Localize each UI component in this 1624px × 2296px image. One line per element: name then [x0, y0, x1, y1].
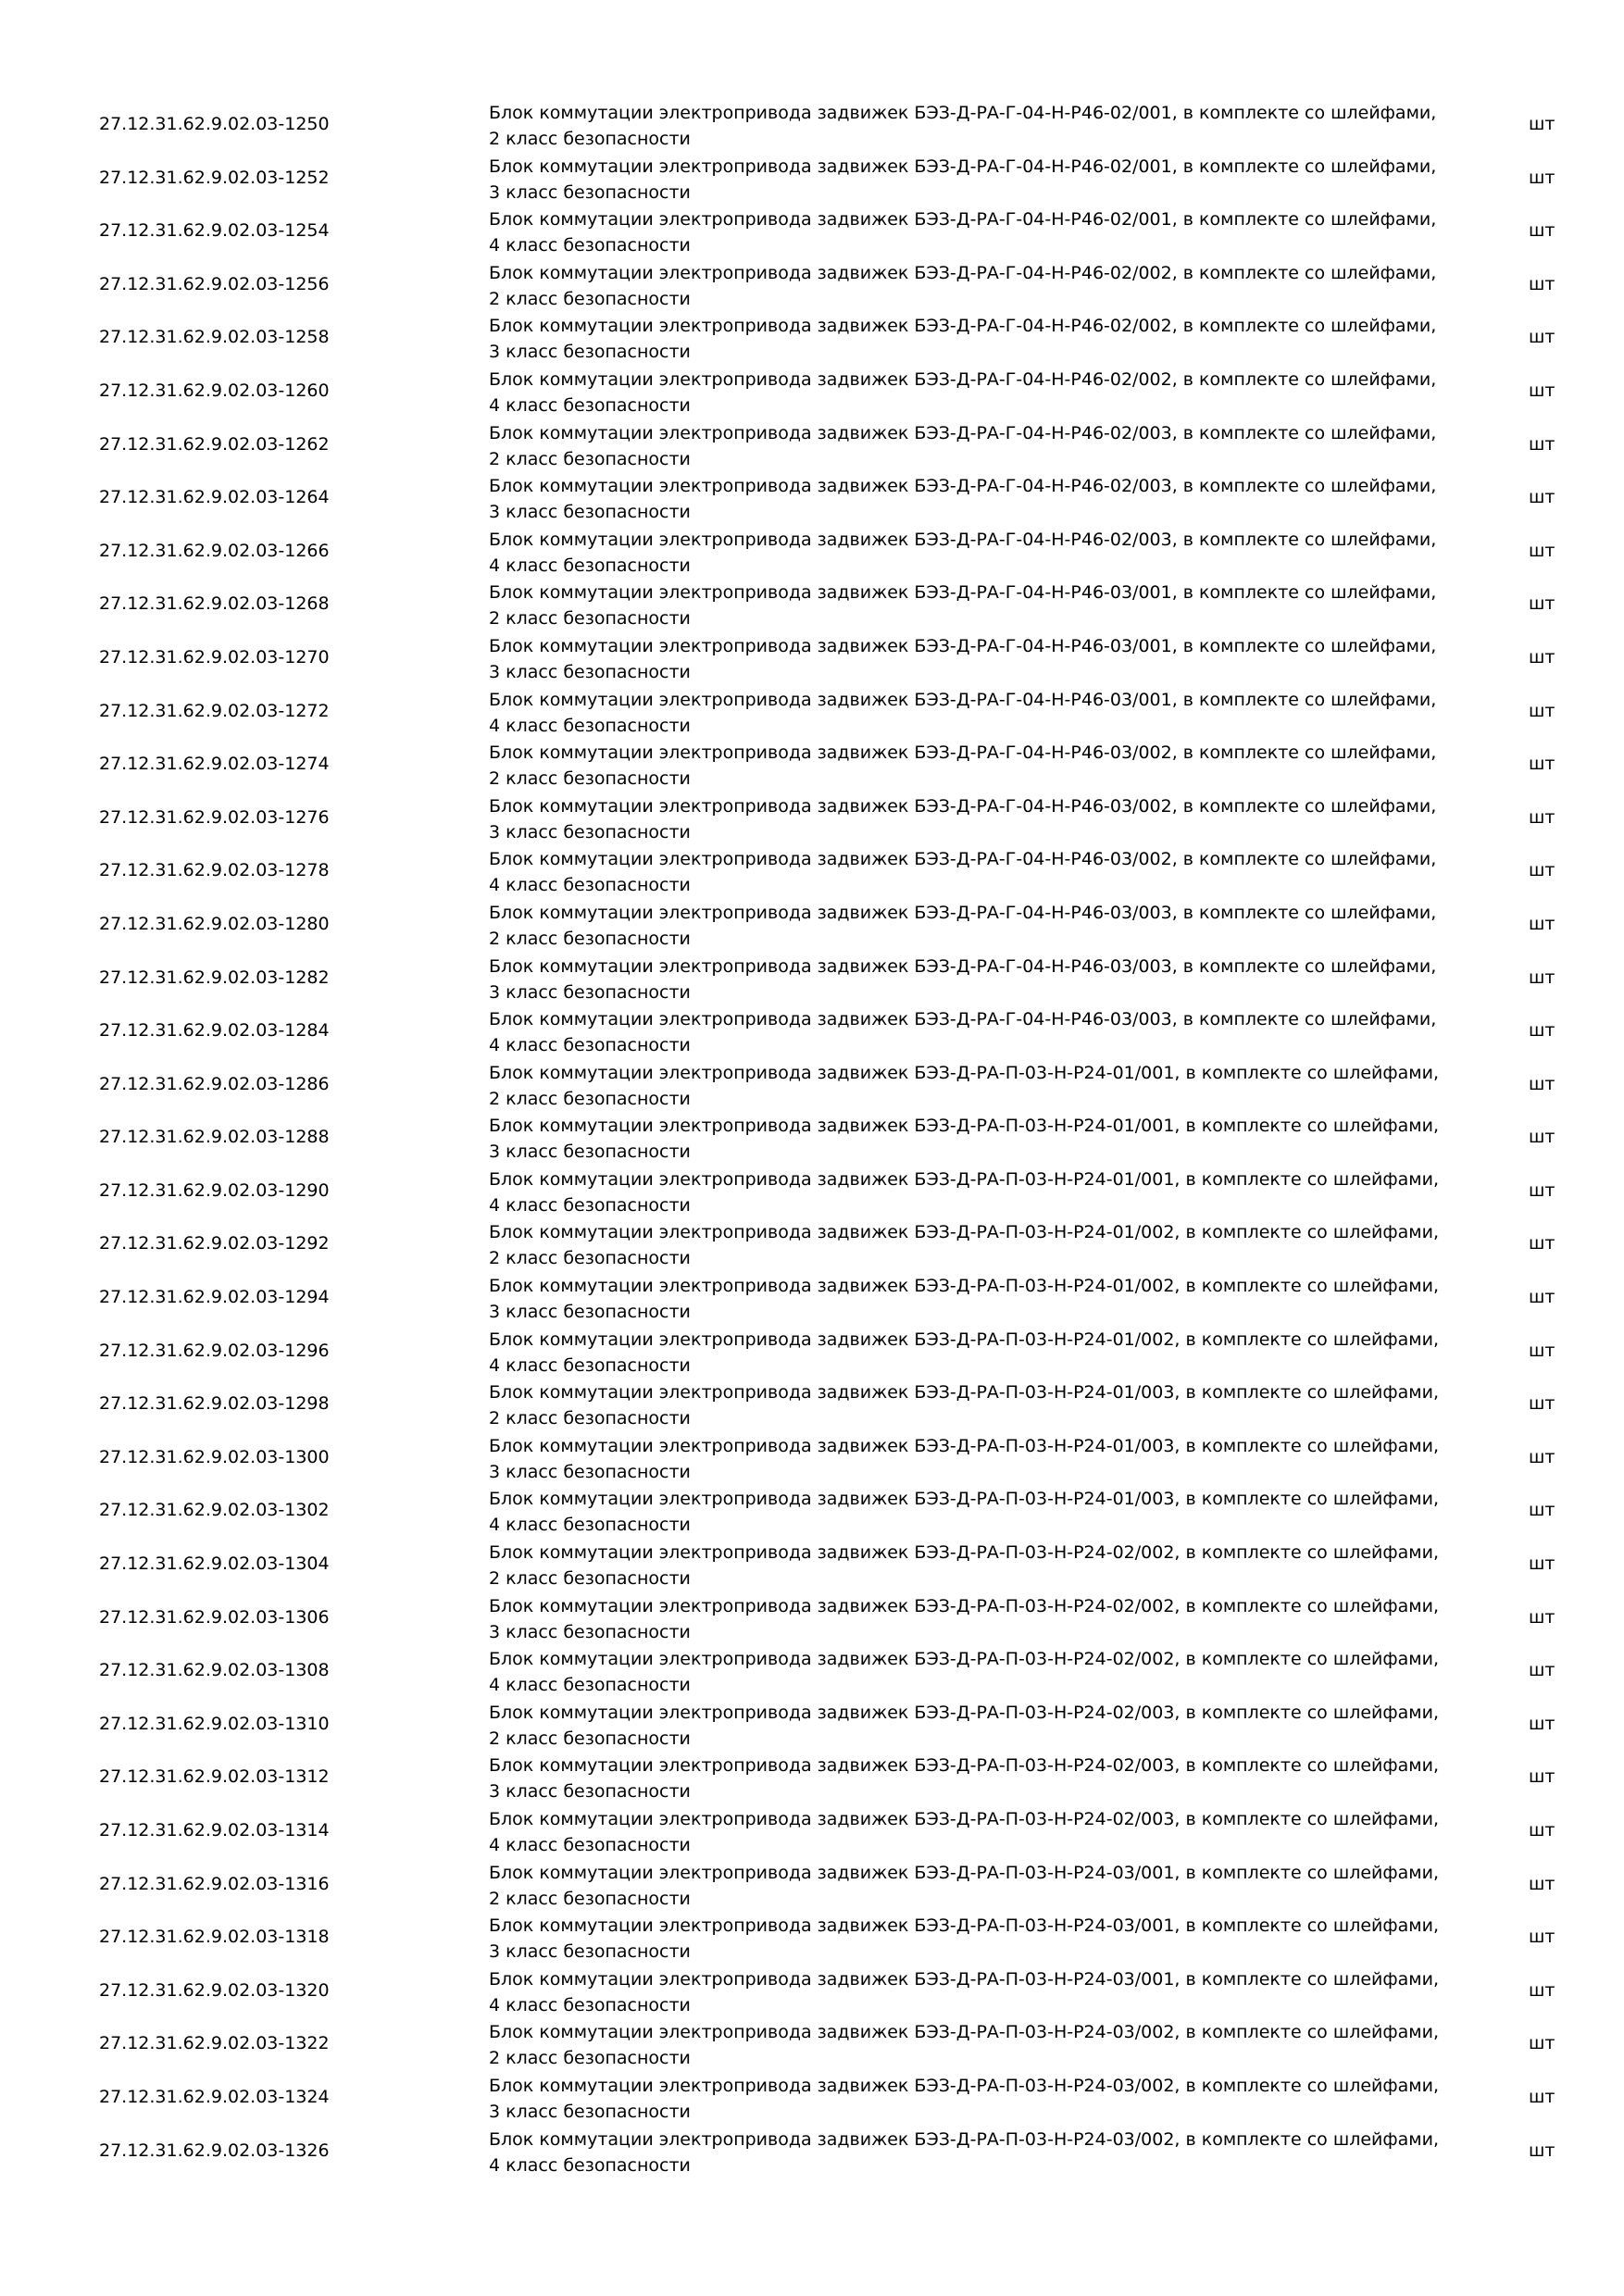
- unit-of-measure: шт: [1529, 1500, 1555, 1521]
- description-line-1: Блок коммутации электропривода задвижек БЭЗ-Д-РА-П-03-Н-Р24-02/002, в комплекте со шлейфами,: [489, 1649, 1439, 1670]
- description-line-1: Блок коммутации электропривода задвижек БЭЗ-Д-РА-П-03-Н-Р24-01/002, в комплекте со шлейфами,: [489, 1276, 1439, 1297]
- description-line-2: 2 класс безопасности: [489, 768, 691, 790]
- resource-description: [489, 1804, 1461, 1858]
- description-line-1: Блок коммутации электропривода задвижек БЭЗ-Д-РА-П-03-Н-Р24-03/002, в комплекте со шлейфами,: [489, 2075, 1439, 2096]
- unit-of-measure: шт: [1529, 487, 1555, 508]
- resource-code: 27.12.31.62.9.02.03-1322: [99, 2033, 330, 2054]
- unit-of-measure: шт: [1529, 1766, 1555, 1788]
- unit-of-measure: шт: [1529, 1979, 1555, 2001]
- table-row: [0, 1538, 1624, 1591]
- description-line-1: Блок коммутации электропривода задвижек БЭЗ-Д-РА-П-03-Н-Р24-01/001, в комплекте со шлейфами,: [489, 1168, 1439, 1190]
- resource-code: 27.12.31.62.9.02.03-1290: [99, 1179, 330, 1201]
- resource-code: 27.12.31.62.9.02.03-1266: [99, 540, 330, 561]
- resource-description: [489, 525, 1461, 579]
- description-line-1: Блок коммутации электропривода задвижек БЭЗ-Д-РА-Г-04-Н-Р46-02/001, в комплекте со шлейфами,: [489, 156, 1437, 177]
- unit-of-measure: шт: [1529, 860, 1555, 881]
- table-row: [0, 685, 1624, 739]
- description-line-2: 3 класс безопасности: [489, 821, 691, 842]
- resource-description: [489, 471, 1461, 525]
- unit-of-measure: шт: [1529, 273, 1555, 294]
- description-line-2: 3 класс безопасности: [489, 181, 691, 203]
- resource-description: [489, 1111, 1461, 1165]
- table-row: [0, 152, 1624, 206]
- resource-description: [489, 1484, 1461, 1538]
- resource-code: 27.12.31.62.9.02.03-1310: [99, 1713, 330, 1734]
- resource-code: 27.12.31.62.9.02.03-1286: [99, 1073, 330, 1094]
- resource-code: 27.12.31.62.9.02.03-1278: [99, 860, 330, 881]
- description-line-1: Блок коммутации электропривода задвижек БЭЗ-Д-РА-П-03-Н-Р24-01/001, в комплекте со шлейфами,: [489, 1062, 1439, 1083]
- table-row: [0, 1644, 1624, 1698]
- unit-of-measure: шт: [1529, 2033, 1555, 2054]
- unit-of-measure: шт: [1529, 1554, 1555, 1575]
- description-line-2: 2 класс безопасности: [489, 288, 691, 309]
- description-line-1: Блок коммутации электропривода задвижек БЭЗ-Д-РА-Г-04-Н-Р46-03/001, в комплекте со шлейфами,: [489, 689, 1437, 710]
- description-line-2: 2 класс безопасности: [489, 2048, 691, 2069]
- unit-of-measure: шт: [1529, 806, 1555, 828]
- description-line-2: 3 класс безопасности: [489, 1621, 691, 1642]
- description-line-1: Блок коммутации электропривода задвижек БЭЗ-Д-РА-Г-04-Н-Р46-03/002, в комплекте со шлейфами,: [489, 795, 1437, 817]
- description-line-1: Блок коммутации электропривода задвижек БЭЗ-Д-РА-П-03-Н-Р24-01/003, в комплекте со шлейфами,: [489, 1489, 1439, 1510]
- table-row: [0, 2125, 1624, 2178]
- table-row: [0, 1431, 1624, 1485]
- resource-description: [489, 1217, 1461, 1271]
- unit-of-measure: шт: [1529, 380, 1555, 401]
- resource-description: [489, 2125, 1461, 2178]
- table-row: [0, 792, 1624, 845]
- resource-description: [489, 2071, 1461, 2125]
- description-line-1: Блок коммутации электропривода задвижек БЭЗ-Д-РА-П-03-Н-Р24-03/001, в комплекте со шлейфами,: [489, 1968, 1439, 1990]
- description-line-1: Блок коммутации электропривода задвижек БЭЗ-Д-РА-П-03-Н-Р24-02/002, в комплекте со шлейфами,: [489, 1542, 1439, 1564]
- resource-code: 27.12.31.62.9.02.03-1260: [99, 380, 330, 401]
- resource-description: [489, 685, 1461, 739]
- unit-of-measure: шт: [1529, 1127, 1555, 1148]
- description-line-2: 4 класс безопасности: [489, 1354, 691, 1376]
- description-line-2: 4 класс безопасности: [489, 1194, 691, 1216]
- resource-description: [489, 738, 1461, 792]
- unit-of-measure: шт: [1529, 754, 1555, 775]
- description-line-1: Блок коммутации электропривода задвижек БЭЗ-Д-РА-Г-04-Н-Р46-02/003, в комплекте со шлейфами,: [489, 476, 1437, 497]
- description-line-1: Блок коммутации электропривода задвижек БЭЗ-Д-РА-Г-04-Н-Р46-02/001, в комплекте со шлейфами,: [489, 103, 1437, 123]
- description-line-2: 2 класс безопасности: [489, 1408, 691, 1429]
- table-row: [0, 525, 1624, 579]
- table-row: [0, 952, 1624, 1005]
- description-line-2: 4 класс безопасности: [489, 1515, 691, 1536]
- table-row: [0, 1858, 1624, 1912]
- table-row: [0, 1591, 1624, 1645]
- description-line-2: 4 класс безопасности: [489, 1835, 691, 1855]
- unit-of-measure: шт: [1529, 1020, 1555, 1042]
- description-line-1: Блок коммутации электропривода задвижек БЭЗ-Д-РА-П-03-Н-Р24-02/002, в комплекте со шлейфами,: [489, 1595, 1439, 1616]
- table-row: [0, 1484, 1624, 1538]
- description-line-2: 2 класс безопасности: [489, 1728, 691, 1749]
- table-row: [0, 1271, 1624, 1325]
- unit-of-measure: шт: [1529, 967, 1555, 988]
- resource-code: 27.12.31.62.9.02.03-1314: [99, 1820, 330, 1841]
- description-line-1: Блок коммутации электропривода задвижек БЭЗ-Д-РА-Г-04-Н-Р46-02/003, в комплекте со шлейфами,: [489, 529, 1437, 550]
- description-line-2: 4 класс безопасности: [489, 394, 691, 416]
- resource-description: [489, 631, 1461, 685]
- unit-of-measure: шт: [1529, 1179, 1555, 1201]
- description-line-2: 3 класс безопасности: [489, 1142, 691, 1163]
- unit-of-measure: шт: [1529, 1927, 1555, 1948]
- description-line-1: Блок коммутации электропривода задвижек БЭЗ-Д-РА-Г-04-Н-Р46-03/002, в комплекте со шлейфами,: [489, 742, 1437, 764]
- description-line-1: Блок коммутации электропривода задвижек БЭЗ-Д-РА-Г-04-Н-Р46-02/002, в комплекте со шлейфами,: [489, 368, 1437, 390]
- resource-description: [489, 1751, 1461, 1804]
- unit-of-measure: шт: [1529, 1446, 1555, 1467]
- table-row: [0, 578, 1624, 631]
- unit-of-measure: шт: [1529, 2086, 1555, 2107]
- table-row: [0, 1111, 1624, 1165]
- unit-of-measure: шт: [1529, 1340, 1555, 1361]
- unit-of-measure: шт: [1529, 1233, 1555, 1254]
- table-row: [0, 1217, 1624, 1271]
- resource-description: [489, 1911, 1461, 1965]
- unit-of-measure: шт: [1529, 220, 1555, 242]
- resource-code: 27.12.31.62.9.02.03-1300: [99, 1446, 330, 1467]
- resource-description: [489, 205, 1461, 258]
- table-row: [0, 418, 1624, 472]
- table-row: [0, 1378, 1624, 1431]
- description-line-2: 3 класс безопасности: [489, 1781, 691, 1803]
- resource-description: [489, 418, 1461, 472]
- description-line-2: 4 класс безопасности: [489, 235, 691, 256]
- resource-code: 27.12.31.62.9.02.03-1254: [99, 220, 330, 242]
- description-line-1: Блок коммутации электропривода задвижек БЭЗ-Д-РА-П-03-Н-Р24-01/001, в комплекте со шлейфами,: [489, 1116, 1439, 1137]
- description-line-1: Блок коммутации электропривода задвижек БЭЗ-Д-РА-П-03-Н-Р24-03/001, в комплекте со шлейфами,: [489, 1915, 1439, 1937]
- description-line-2: 3 класс безопасности: [489, 1461, 691, 1482]
- description-line-1: Блок коммутации электропривода задвижек БЭЗ-Д-РА-П-03-Н-Р24-01/003, в комплекте со шлейфами,: [489, 1382, 1439, 1404]
- resource-code: 27.12.31.62.9.02.03-1320: [99, 1979, 330, 2001]
- resource-code: 27.12.31.62.9.02.03-1296: [99, 1340, 330, 1361]
- description-line-2: 2 класс безопасности: [489, 1568, 691, 1590]
- description-line-2: 3 класс безопасности: [489, 661, 691, 682]
- resource-description: [489, 898, 1461, 952]
- description-line-1: Блок коммутации электропривода задвижек БЭЗ-Д-РА-Г-04-Н-Р46-02/002, в комплекте со шлейфами,: [489, 262, 1437, 283]
- description-line-1: Блок коммутации электропривода задвижек БЭЗ-Д-РА-П-03-Н-Р24-02/003, в комплекте со шлейфами,: [489, 1755, 1439, 1777]
- table-row: [0, 2071, 1624, 2125]
- description-line-2: 2 класс безопасности: [489, 608, 691, 630]
- description-line-2: 3 класс безопасности: [489, 1941, 691, 1963]
- description-line-1: Блок коммутации электропривода задвижек БЭЗ-Д-РА-Г-04-Н-Р46-02/002, в комплекте со шлейфами,: [489, 316, 1437, 337]
- description-line-2: 2 класс безопасности: [489, 928, 691, 949]
- table-row: [0, 1325, 1624, 1379]
- description-line-1: Блок коммутации электропривода задвижек БЭЗ-Д-РА-Г-04-Н-Р46-03/002, в комплекте со шлейфами,: [489, 849, 1437, 870]
- resource-description: [489, 365, 1461, 418]
- unit-of-measure: шт: [1529, 646, 1555, 668]
- table-row: [0, 1911, 1624, 1965]
- resource-description: [489, 1325, 1461, 1379]
- resource-code: 27.12.31.62.9.02.03-1326: [99, 2140, 330, 2161]
- resource-code: 27.12.31.62.9.02.03-1288: [99, 1127, 330, 1148]
- table-row: [0, 1004, 1624, 1058]
- resource-code: 27.12.31.62.9.02.03-1268: [99, 593, 330, 615]
- description-line-1: Блок коммутации электропривода задвижек БЭЗ-Д-РА-П-03-Н-Р24-02/003, в комплекте со шлейфами,: [489, 1809, 1439, 1829]
- unit-of-measure: шт: [1529, 2140, 1555, 2161]
- resource-code: 27.12.31.62.9.02.03-1252: [99, 167, 330, 188]
- resource-description: [489, 1058, 1461, 1112]
- resource-description: [489, 311, 1461, 365]
- resource-description: [489, 952, 1461, 1005]
- resource-code: 27.12.31.62.9.02.03-1284: [99, 1020, 330, 1042]
- description-line-2: 4 класс безопасности: [489, 875, 691, 896]
- resource-code: 27.12.31.62.9.02.03-1282: [99, 967, 330, 988]
- table-row: [0, 1804, 1624, 1858]
- unit-of-measure: шт: [1529, 913, 1555, 934]
- unit-of-measure: шт: [1529, 1713, 1555, 1734]
- unit-of-measure: шт: [1529, 327, 1555, 348]
- table-row: [0, 1751, 1624, 1804]
- resource-description: [489, 2017, 1461, 2071]
- unit-of-measure: шт: [1529, 167, 1555, 188]
- description-line-2: 2 класс безопасности: [489, 129, 691, 149]
- resource-description: [489, 1591, 1461, 1645]
- table-row: [0, 311, 1624, 365]
- description-line-2: 4 класс безопасности: [489, 2154, 691, 2176]
- description-line-2: 3 класс безопасности: [489, 502, 691, 523]
- resource-description: [489, 258, 1461, 312]
- resource-description: [489, 1965, 1461, 2018]
- unit-of-measure: шт: [1529, 593, 1555, 615]
- table-row: [0, 365, 1624, 418]
- resource-code: 27.12.31.62.9.02.03-1318: [99, 1927, 330, 1948]
- resource-code: 27.12.31.62.9.02.03-1274: [99, 754, 330, 775]
- resource-code: 27.12.31.62.9.02.03-1280: [99, 913, 330, 934]
- description-line-2: 2 класс безопасности: [489, 1088, 691, 1109]
- unit-of-measure: шт: [1529, 1393, 1555, 1415]
- unit-of-measure: шт: [1529, 700, 1555, 721]
- unit-of-measure: шт: [1529, 1660, 1555, 1681]
- resource-table: [0, 98, 1624, 2177]
- table-row: [0, 1165, 1624, 1218]
- resource-code: 27.12.31.62.9.02.03-1256: [99, 273, 330, 294]
- resource-description: [489, 1858, 1461, 1912]
- resource-description: [489, 578, 1461, 631]
- table-row: [0, 258, 1624, 312]
- table-row: [0, 1058, 1624, 1112]
- unit-of-measure: шт: [1529, 540, 1555, 561]
- description-line-1: Блок коммутации электропривода задвижек БЭЗ-Д-РА-П-03-Н-Р24-02/003, в комплекте со шлейфами,: [489, 1702, 1439, 1723]
- description-line-1: Блок коммутации электропривода задвижек БЭЗ-Д-РА-П-03-Н-Р24-01/002, в комплекте со шлейфами,: [489, 1329, 1439, 1350]
- resource-code: 27.12.31.62.9.02.03-1276: [99, 806, 330, 828]
- unit-of-measure: шт: [1529, 1820, 1555, 1841]
- resource-description: [489, 1431, 1461, 1485]
- description-line-1: Блок коммутации электропривода задвижек БЭЗ-Д-РА-Г-04-Н-Р46-03/003, в комплекте со шлейфами,: [489, 1009, 1437, 1030]
- table-row: [0, 738, 1624, 792]
- description-line-1: Блок коммутации электропривода задвижек БЭЗ-Д-РА-П-03-Н-Р24-03/002, в комплекте со шлейфами,: [489, 2022, 1439, 2043]
- description-line-1: Блок коммутации электропривода задвижек БЭЗ-Д-РА-Г-04-Н-Р46-03/003, в комплекте со шлейфами,: [489, 955, 1437, 977]
- table-row: [0, 1698, 1624, 1752]
- description-line-1: Блок коммутации электропривода задвижек БЭЗ-Д-РА-Г-04-Н-Р46-03/003, в комплекте со шлейфами,: [489, 902, 1437, 923]
- description-line-1: Блок коммутации электропривода задвижек БЭЗ-Д-РА-Г-04-Н-Р46-03/001, в комплекте со шлейфами,: [489, 582, 1437, 604]
- resource-code: 27.12.31.62.9.02.03-1308: [99, 1660, 330, 1681]
- description-line-1: Блок коммутации электропривода задвижек БЭЗ-Д-РА-Г-04-Н-Р46-02/001, в комплекте со шлейфами,: [489, 209, 1437, 231]
- resource-code: 27.12.31.62.9.02.03-1262: [99, 433, 330, 455]
- resource-code: 27.12.31.62.9.02.03-1250: [99, 114, 330, 134]
- resource-description: [489, 1538, 1461, 1591]
- unit-of-measure: шт: [1529, 1073, 1555, 1094]
- resource-description: [489, 98, 1461, 152]
- description-line-2: 4 класс безопасности: [489, 555, 691, 576]
- resource-description: [489, 1698, 1461, 1752]
- description-line-1: Блок коммутации электропривода задвижек БЭЗ-Д-РА-Г-04-Н-Р46-03/001, в комплекте со шлейфами,: [489, 635, 1437, 656]
- description-line-2: 3 класс безопасности: [489, 981, 691, 1003]
- unit-of-measure: шт: [1529, 1606, 1555, 1628]
- description-line-1: Блок коммутации электропривода задвижек БЭЗ-Д-РА-П-03-Н-Р24-01/003, в комплекте со шлейфами,: [489, 1435, 1439, 1456]
- resource-code: 27.12.31.62.9.02.03-1324: [99, 2086, 330, 2107]
- unit-of-measure: шт: [1529, 433, 1555, 455]
- description-line-1: Блок коммутации электропривода задвижек БЭЗ-Д-РА-П-03-Н-Р24-01/002, в комплекте со шлейфами,: [489, 1222, 1439, 1243]
- unit-of-measure: шт: [1529, 114, 1555, 134]
- resource-code: 27.12.31.62.9.02.03-1264: [99, 487, 330, 508]
- description-line-2: 3 класс безопасности: [489, 2101, 691, 2122]
- resource-code: 27.12.31.62.9.02.03-1306: [99, 1606, 330, 1628]
- resource-code: 27.12.31.62.9.02.03-1292: [99, 1233, 330, 1254]
- resource-description: [489, 1004, 1461, 1058]
- resource-code: 27.12.31.62.9.02.03-1272: [99, 700, 330, 721]
- table-row: [0, 471, 1624, 525]
- resource-description: [489, 1378, 1461, 1431]
- description-line-1: Блок коммутации электропривода задвижек БЭЗ-Д-РА-П-03-Н-Р24-03/002, в комплекте со шлейфами,: [489, 2128, 1439, 2150]
- resource-code: 27.12.31.62.9.02.03-1302: [99, 1500, 330, 1521]
- resource-code: 27.12.31.62.9.02.03-1316: [99, 1873, 330, 1894]
- resource-description: [489, 152, 1461, 206]
- description-line-2: 4 класс безопасности: [489, 1675, 691, 1696]
- resource-code: 27.12.31.62.9.02.03-1298: [99, 1393, 330, 1415]
- unit-of-measure: шт: [1529, 1873, 1555, 1894]
- resource-description: [489, 792, 1461, 845]
- resource-code: 27.12.31.62.9.02.03-1270: [99, 646, 330, 668]
- description-line-2: 2 класс безопасности: [489, 1888, 691, 1909]
- table-row: [0, 631, 1624, 685]
- table-row: [0, 898, 1624, 952]
- description-line-2: 3 класс безопасности: [489, 1302, 691, 1323]
- description-line-1: Блок коммутации электропривода задвижек БЭЗ-Д-РА-П-03-Н-Р24-03/001, в комплекте со шлейфами,: [489, 1862, 1439, 1883]
- table-row: [0, 2017, 1624, 2071]
- description-line-2: 2 класс безопасности: [489, 1248, 691, 1269]
- table-row: [0, 844, 1624, 898]
- resource-description: [489, 1165, 1461, 1218]
- resource-description: [489, 844, 1461, 898]
- resource-code: 27.12.31.62.9.02.03-1294: [99, 1287, 330, 1308]
- description-line-2: 3 класс безопасности: [489, 342, 691, 363]
- table-row: [0, 205, 1624, 258]
- resource-code: 27.12.31.62.9.02.03-1304: [99, 1554, 330, 1575]
- table-row: [0, 98, 1624, 152]
- description-line-2: 2 класс безопасности: [489, 448, 691, 469]
- resource-description: [489, 1644, 1461, 1698]
- table-row: [0, 1965, 1624, 2018]
- description-line-2: 4 класс безопасности: [489, 715, 691, 736]
- description-line-1: Блок коммутации электропривода задвижек БЭЗ-Д-РА-Г-04-Н-Р46-02/003, в комплекте со шлейфами,: [489, 422, 1437, 443]
- resource-code: 27.12.31.62.9.02.03-1258: [99, 327, 330, 348]
- description-line-2: 4 класс безопасности: [489, 1994, 691, 2015]
- unit-of-measure: шт: [1529, 1287, 1555, 1308]
- description-line-2: 4 класс безопасности: [489, 1035, 691, 1056]
- resource-code: 27.12.31.62.9.02.03-1312: [99, 1766, 330, 1788]
- resource-description: [489, 1271, 1461, 1325]
